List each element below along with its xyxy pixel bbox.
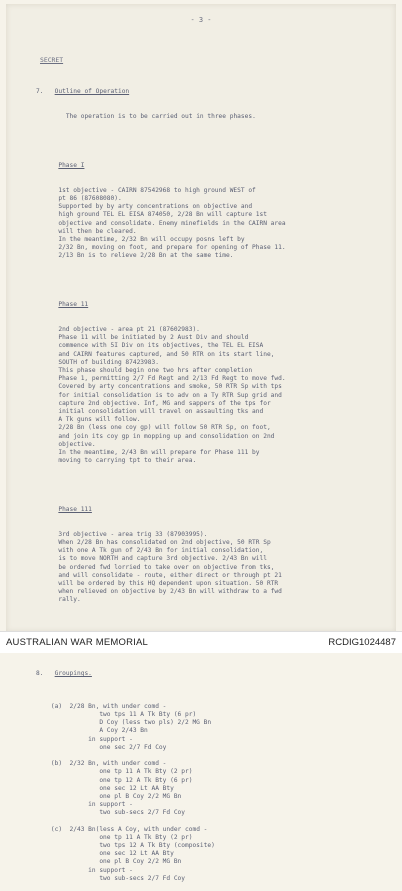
text-line: moving to carrying tpt to their area. bbox=[36, 457, 197, 465]
text-line: Phase 1, permitting 2/7 Fd Regt and 2/13 Fd Regt to move fwd. bbox=[36, 375, 286, 383]
grouping-text: 2/28 Bn, with under comd - bbox=[69, 702, 167, 710]
text-line: In the meantime, 2/32 Bn will occupy posns left by bbox=[36, 235, 245, 243]
text-line: high ground TEL EL EISA 874050, 2/28 Bn will capture 1st bbox=[36, 211, 267, 219]
grouping-label: (b) bbox=[36, 760, 70, 768]
phase-1-heading bbox=[36, 162, 366, 170]
page-number: - 3 - bbox=[190, 16, 212, 24]
groupings-list bbox=[36, 695, 366, 883]
text-line: and join its coy gp in mopping up and consolidation on 2nd bbox=[36, 432, 275, 440]
section-title: Outline of Operation bbox=[54, 88, 130, 96]
document-body bbox=[36, 72, 366, 891]
grouping-label: (a) bbox=[36, 702, 70, 710]
text-line: is to move NORTH and capture 3rd objective. 2/43 Bn will bbox=[36, 555, 267, 563]
text-line: Supported by by arty concentrations on objective and bbox=[36, 203, 253, 211]
spacer bbox=[36, 277, 366, 285]
text-line: will then be cleared. bbox=[36, 227, 137, 235]
text-line: objective and consolidate. Enemy minefields in the CAIRN area bbox=[36, 219, 286, 227]
text-line: be ordered fwd lorried to take over on objective from tks, bbox=[36, 563, 275, 571]
footer-record-id: RCDIG1024487 bbox=[328, 637, 396, 648]
phase-2-heading bbox=[36, 301, 366, 309]
grouping-line bbox=[36, 826, 366, 834]
text-line: rally. bbox=[36, 596, 81, 604]
grouping-line bbox=[36, 703, 366, 711]
grouping-line: one sec 12 Lt AA Bty bbox=[36, 784, 174, 792]
grouping-line: one pl B Coy 2/2 MG Bn bbox=[36, 792, 182, 800]
text-line: initial consolidation will travel on assaulting tks and bbox=[36, 407, 264, 415]
grouping-line: one tp 12 A Tk Bty (6 pr) bbox=[36, 776, 193, 784]
text-line: objective. bbox=[36, 440, 96, 448]
section-7-intro bbox=[36, 113, 366, 121]
grouping-line: one tp 11 A Tk Bty (2 pr) bbox=[36, 768, 193, 776]
grouping-line bbox=[36, 760, 366, 768]
text-line: 3rd objective - area trig 33 (87903995). bbox=[36, 530, 208, 538]
spacer bbox=[36, 621, 366, 629]
spacer bbox=[36, 752, 366, 760]
text-line: pt 86 (87608080). bbox=[36, 194, 122, 202]
section-number: 7. bbox=[36, 88, 44, 96]
text-line: for initial consolidation is to adv on a Ty RTR Sup grid and bbox=[36, 391, 282, 399]
text-line: Covered by arty concentrations and smoke, 50 RTR Sp with tps bbox=[36, 383, 282, 391]
grouping-line: one sec 12 Lt AA Bty bbox=[36, 850, 174, 858]
text-line: Phase 11 will be initiated by 2 Aust Div and should bbox=[36, 334, 249, 342]
grouping-line: D Coy (less two pls) 2/2 MG Bn bbox=[36, 719, 212, 727]
text-line: In the meantime, 2/43 Bn will prepare for Phase 111 by bbox=[36, 448, 260, 456]
spacer bbox=[36, 482, 366, 490]
grouping-line: one tp 11 A Tk Bty (2 pr) bbox=[36, 833, 193, 841]
section-number: 8. bbox=[36, 670, 44, 678]
section-7-heading bbox=[36, 88, 366, 96]
grouping-line: two tps 12 A Tk Bty (composite) bbox=[36, 842, 215, 850]
text-line: 2/32 Bn, moving on foot, and prepare for opening of Phase 11. bbox=[36, 244, 286, 252]
text-line: and will consolidate - route, either direct or through pt 21 bbox=[36, 571, 282, 579]
classification-marking: SECRET bbox=[40, 56, 64, 64]
text-line: capture 2nd objective. Inf, MG and sappers of the tps for bbox=[36, 399, 271, 407]
phase-2-text bbox=[36, 326, 366, 465]
spacer bbox=[36, 818, 366, 826]
grouping-line: two sub-secs 2/7 Fd Coy bbox=[36, 874, 186, 882]
grouping-line: A Coy 2/43 Bn bbox=[36, 727, 148, 735]
text-line: commence with 5I Div on its objectives, the TEL EL EISA bbox=[36, 342, 264, 350]
phase-1-text bbox=[36, 187, 366, 261]
text-line: This phase should begin one two hrs after completion bbox=[36, 367, 253, 374]
text-line: 1st objective - CAIRN 87542968 to high ground WEST of bbox=[36, 186, 256, 194]
text-line: 2/13 Bn is to relieve 2/28 Bn at the same time. bbox=[36, 252, 234, 260]
grouping-line: one pl B Coy 2/2 MG Bn bbox=[36, 858, 182, 866]
grouping-line: in support - bbox=[36, 866, 133, 874]
footer-institution: AUSTRALIAN WAR MEMORIAL bbox=[6, 637, 149, 648]
section-8-heading bbox=[36, 670, 366, 678]
grouping-line: one sec 2/7 Fd Coy bbox=[36, 743, 167, 751]
grouping-text: 2/32 Bn, with under comd - bbox=[69, 760, 167, 768]
text-line: when relieved on objective by 2/43 Bn will withdraw to a fwd bbox=[36, 588, 282, 596]
text-line: 2nd objective - area pt 21 (87602983). bbox=[36, 326, 200, 334]
spacer bbox=[36, 138, 366, 146]
text-line: and CAIRN features captured, and 50 RTR on its start line, bbox=[36, 350, 275, 358]
archive-footer bbox=[0, 631, 402, 653]
grouping-text: 2/43 Bn(less A Coy, with under comd - bbox=[69, 825, 208, 833]
grouping-line: two sub-secs 2/7 Fd Coy bbox=[36, 809, 186, 817]
phase-3-heading bbox=[36, 506, 366, 514]
phase-heading: Phase 111 bbox=[58, 506, 92, 514]
text-line: 2/28 Bn (less one coy gp) will follow 50 RTR Sp, on foot, bbox=[36, 424, 271, 432]
text-line: When 2/28 Bn has consolidated on 2nd objective, 50 RTR Sp bbox=[36, 539, 271, 547]
spacer bbox=[36, 695, 366, 703]
grouping-line: in support - bbox=[36, 801, 133, 809]
phase-heading: Phase 11 bbox=[58, 301, 89, 309]
text-line: with one A Tk gun of 2/43 Bn for initial consolidation, bbox=[36, 547, 264, 555]
grouping-label: (c) bbox=[36, 825, 70, 833]
text-line: will be ordered by this HQ dependent upon situation. 50 RTR bbox=[36, 579, 279, 587]
phase-3-text bbox=[36, 531, 366, 605]
text-line: SOUTH of building 87423983. bbox=[36, 358, 159, 366]
section-title: Groupings. bbox=[54, 670, 92, 678]
grouping-line: in support - bbox=[36, 735, 133, 743]
text-line: A Tk guns will follow. bbox=[36, 416, 141, 424]
phase-heading: Phase I bbox=[58, 162, 85, 170]
intro-text: The operation is to be carried out in three phases. bbox=[65, 113, 256, 120]
grouping-line: two tps 11 A Tk Bty (6 pr) bbox=[36, 711, 197, 719]
